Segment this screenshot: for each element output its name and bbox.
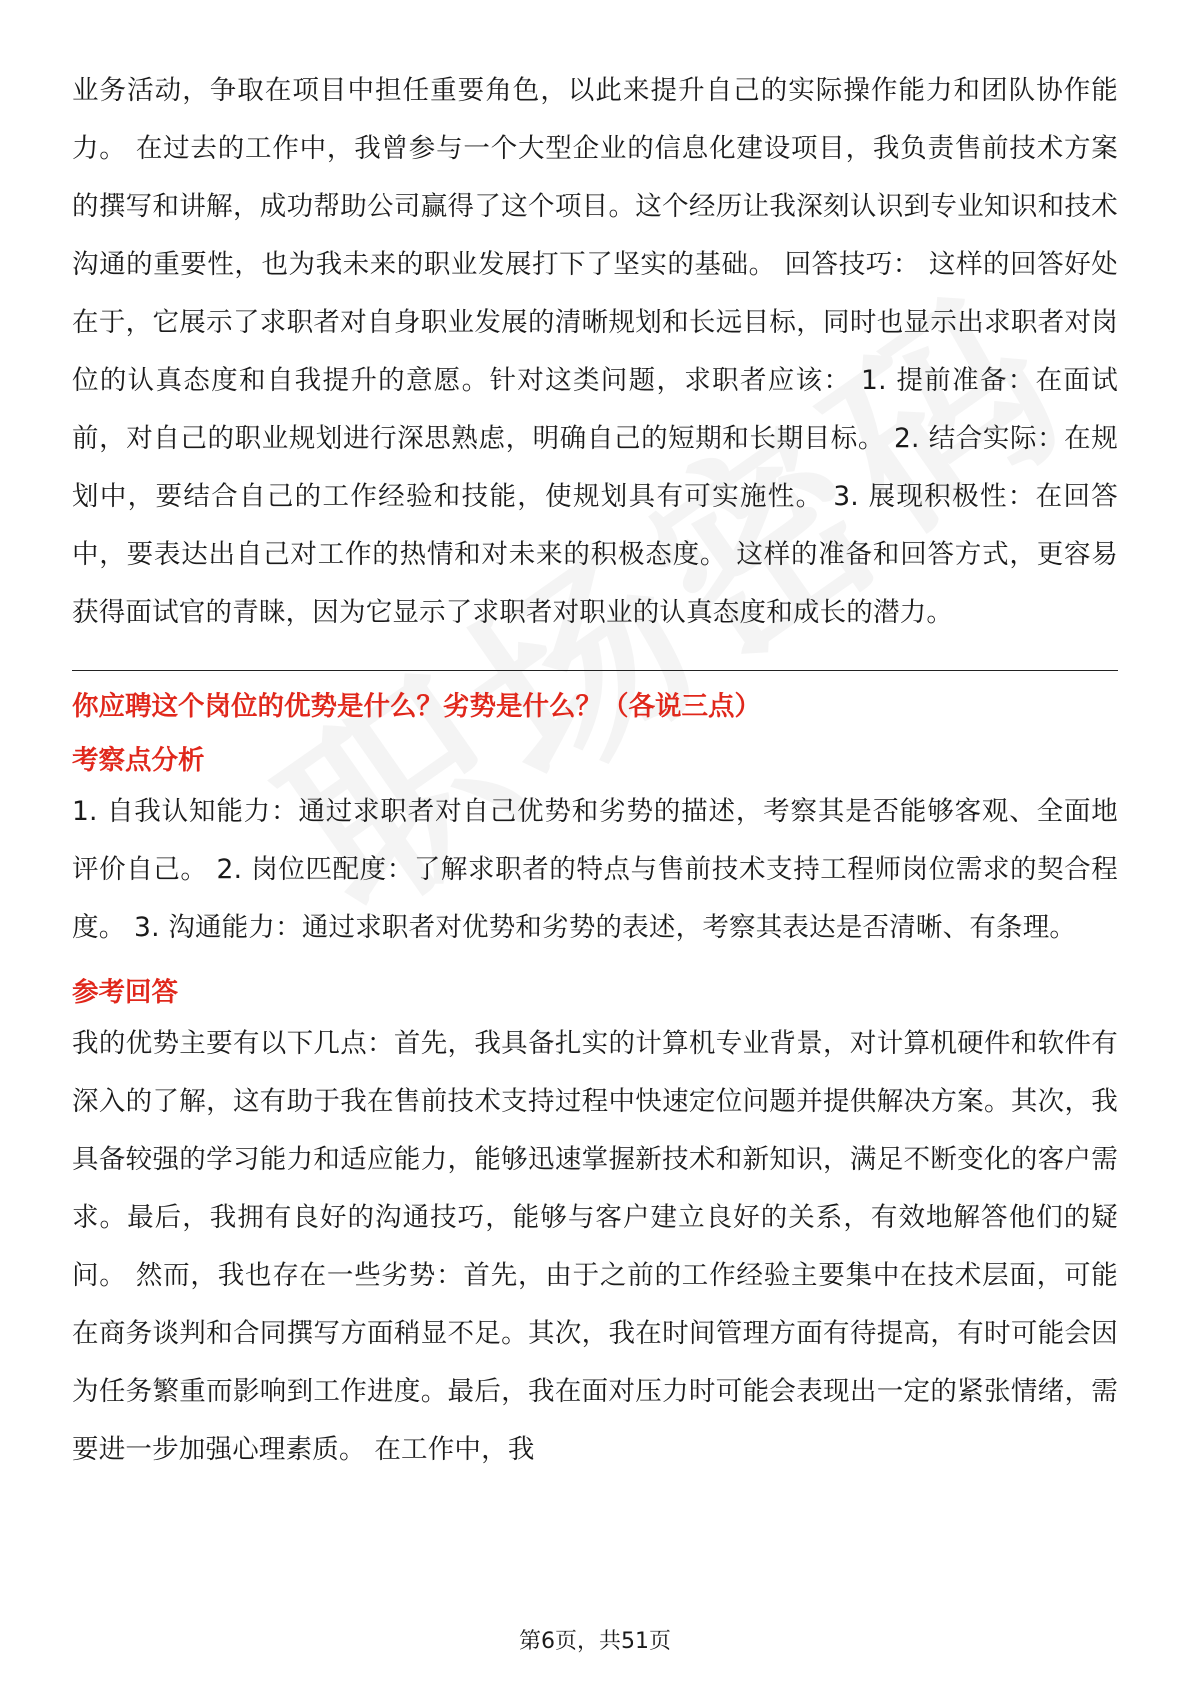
page-content (72, 62, 1118, 1479)
spacer (72, 957, 1118, 971)
analysis-body: 1. 自我认知能力：通过求职者对自己优势和劣势的描述，考察其是否能够客观、全面地评价自己。 2. 岗位匹配度：了解求职者的特点与售前技术支持工程师岗位需求的契合程度。 3. 沟通能力：通过求职者对优势和劣势的表述，考察其表达是否清晰、有条理。 (72, 796, 1118, 943)
page-number: 第6页，共51页 (519, 1629, 671, 1654)
question-heading: 你应聘这个岗位的优势是什么？劣势是什么？（各说三点） (72, 691, 761, 722)
answer-title: 参考回答 (72, 977, 178, 1008)
continued-paragraph: 业务活动，争取在项目中担任重要角色，以此来提升自己的实际操作能力和团队协作能力。 在过去的工作中，我曾参与一个大型企业的信息化建设项目，我负责售前技术方案的撰写和讲解，成功帮助公司赢得了这个项目。这个经历让我深刻认识到专业知识和技术沟通的重要性，也为我未来的职业发展打下了坚实的基础。 回答技巧： 这样的回答好处在于，它展示了求职者对自身职业发展的清晰规划和长远目标，同时也显示出求职者对岗位的认真态度和自我提升的意愿。针对这类问题，求职者应该： 1. 提前准备：在面试前，对自己的职业规划进行深思熟虑，明确自己的短期和长期目标。 2. 结合实际：在规划中，要结合自己的工作经验和技能，使规划具有可实施性。 3. 展现积极性：在回答中，要表达出自己对工作的热情和对未来的积极态度。 这样的准备和回答方式，更容易获得面试官的青睐，因为它显示了求职者对职业的认真态度和成长的潜力。 (72, 75, 1118, 628)
answer-body: 我的优势主要有以下几点：首先，我具备扎实的计算机专业背景，对计算机硬件和软件有深入的了解，这有助于我在售前技术支持过程中快速定位问题并提供解决方案。其次，我具备较强的学习能力和适应能力，能够迅速掌握新技术和新知识，满足不断变化的客户需求。最后，我拥有良好的沟通技巧，能够与客户建立良好的关系，有效地解答他们的疑问。 然而，我也存在一些劣势：首先，由于之前的工作经验主要集中在技术层面，可能在商务谈判和合同撰写方面稍显不足。其次，我在时间管理方面有待提高，有时可能会因为任务繁重而影响到工作进度。最后，我在面对压力时可能会表现出一定的紧张情绪，需要进一步加强心理素质。 在工作中，我 (72, 1028, 1118, 1465)
analysis-title: 考察点分析 (72, 745, 205, 776)
section-divider (72, 670, 1118, 671)
